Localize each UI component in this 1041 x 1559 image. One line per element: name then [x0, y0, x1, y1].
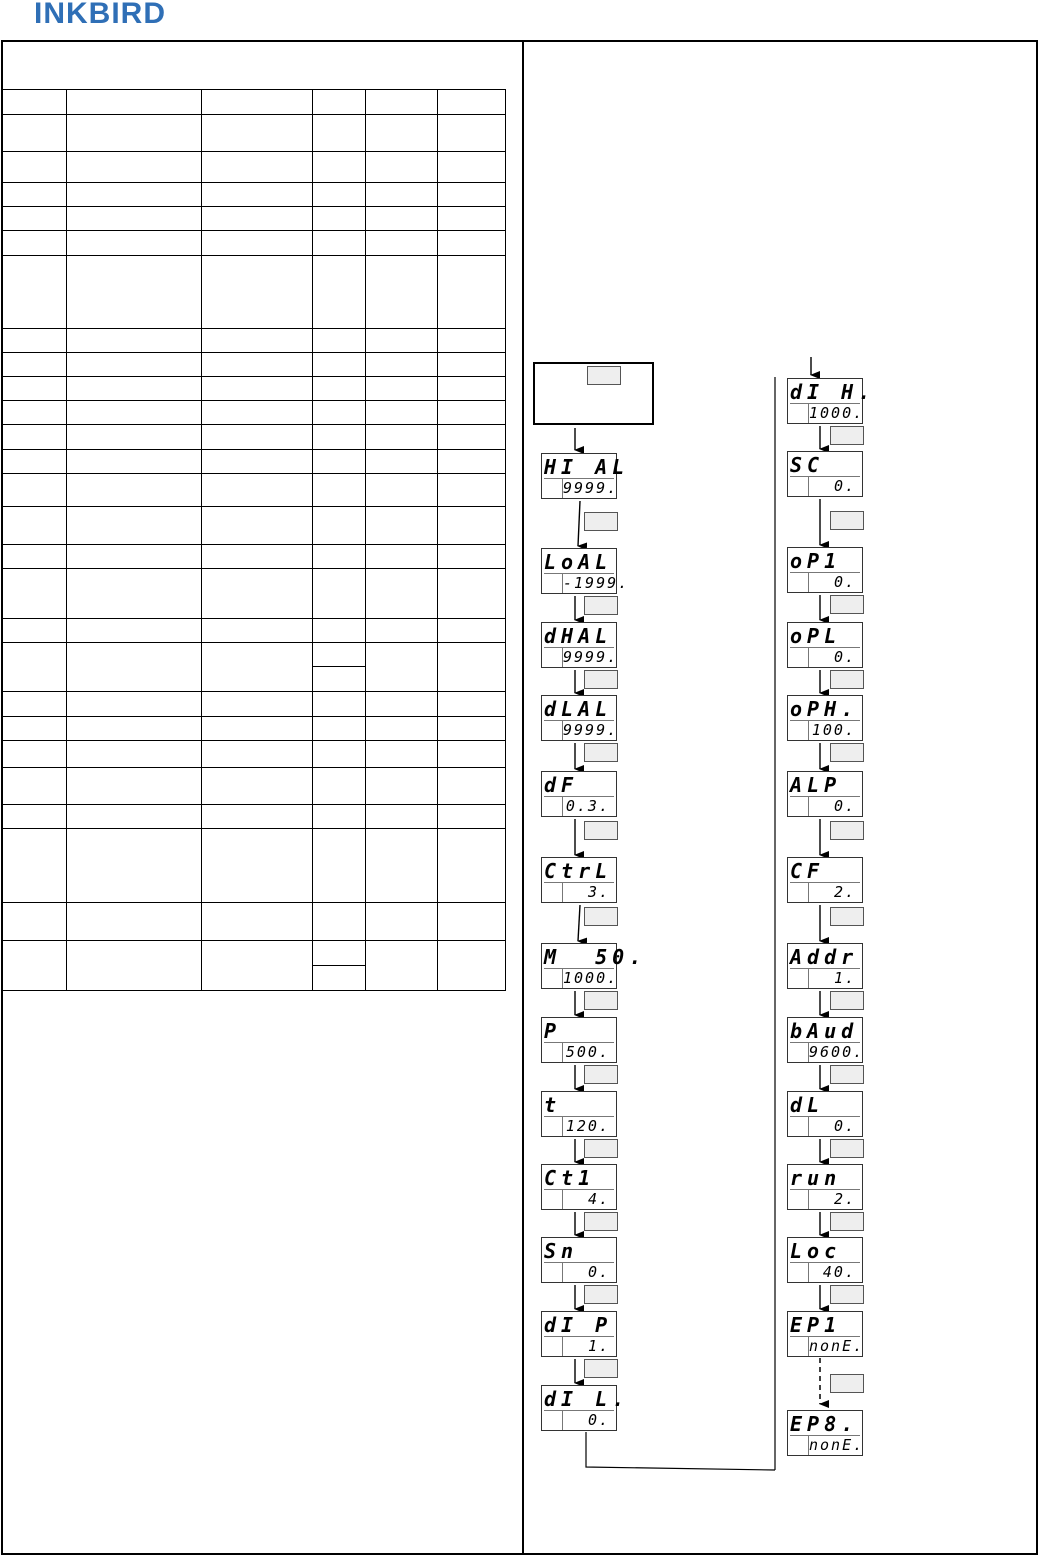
flow-arrow — [578, 501, 580, 546]
lcd-sv-text: 9999. — [563, 648, 619, 666]
lcd-sc — [787, 451, 863, 497]
lcd-opl — [787, 622, 863, 668]
lcd-sv-text: nonE. — [809, 1436, 865, 1454]
lcd-pv-text: SC — [790, 454, 860, 477]
lcd-pv-text: oP1 — [790, 550, 860, 573]
set-key-icon — [830, 1285, 864, 1304]
lcd-sv-text: 100. — [808, 720, 860, 740]
lcd-sv-text: 0. — [562, 1410, 614, 1430]
lcd-sn — [541, 1237, 617, 1283]
lcd-dip — [541, 1311, 617, 1357]
lcd-dl — [787, 1091, 863, 1137]
lcd-op1 — [787, 547, 863, 593]
lcd-sv-text: 3. — [562, 882, 614, 902]
lcd-sv-text: 1. — [562, 1336, 614, 1356]
lcd-pv-text: CtrL — [544, 859, 613, 883]
lcd-sv-text: 120. — [562, 1116, 614, 1136]
lcd-pv-text: Addr — [790, 945, 859, 969]
set-key-icon — [830, 907, 864, 926]
set-key-icon — [587, 366, 621, 385]
lcd-sv-text: 40. — [808, 1262, 860, 1282]
lcd-p — [541, 1017, 617, 1063]
lcd-pv-text: dI P — [544, 1313, 613, 1337]
lcd-sv-text: 500. — [562, 1042, 614, 1062]
set-key-icon — [584, 991, 618, 1010]
lcd-pv-text: ALP — [790, 774, 860, 797]
lcd-baud — [787, 1017, 863, 1063]
lcd-t — [541, 1091, 617, 1137]
lcd-loc — [787, 1237, 863, 1283]
return-connector — [586, 1432, 775, 1470]
lcd-loal — [541, 548, 630, 594]
lcd-pv-text: Loc — [790, 1240, 860, 1263]
lcd-sv-text: nonE. — [809, 1337, 865, 1355]
lcd-hial — [541, 453, 630, 499]
lcd-dil — [541, 1385, 630, 1431]
lcd-pv-text: oPH. — [790, 697, 859, 721]
lcd-pv-text: oPL — [790, 625, 860, 648]
set-key-icon — [584, 821, 618, 840]
set-key-icon — [584, 1139, 618, 1158]
lcd-sv-text: 1000. — [809, 404, 865, 422]
lcd-sv-text: 0. — [808, 647, 860, 667]
lcd-pv-text: HI AL — [544, 455, 630, 479]
set-key-icon — [584, 743, 618, 762]
lcd-sv-text: 0. — [808, 572, 860, 592]
set-key-icon — [830, 1065, 864, 1084]
lcd-dhal — [541, 622, 617, 668]
set-key-icon — [584, 670, 618, 689]
lcd-sv-text: 9600. — [809, 1043, 865, 1061]
lcd-run — [787, 1164, 863, 1210]
lcd-ep1 — [787, 1311, 863, 1357]
lcd-sv-text: 0. — [808, 476, 860, 496]
inkbird-logo: INKBIRD — [34, 0, 166, 30]
lcd-pv-text: EP1 — [790, 1314, 860, 1337]
lcd-ep8 — [787, 1410, 863, 1456]
lcd-pv-text: dHAL — [544, 624, 613, 648]
lcd-m50 — [541, 943, 647, 989]
lcd-ctrl — [541, 857, 617, 903]
set-key-icon — [830, 511, 864, 530]
lcd-ct1 — [541, 1164, 617, 1210]
set-key-icon — [830, 1139, 864, 1158]
lcd-addr — [787, 943, 863, 989]
lcd-sv-text: 0.3. — [562, 796, 614, 816]
set-key-icon — [830, 1212, 864, 1231]
lcd-pv-text: run — [790, 1167, 860, 1190]
set-key-icon — [830, 991, 864, 1010]
lcd-sv-text: 1000. — [563, 969, 619, 987]
lcd-pv-text: Ct1 — [544, 1167, 614, 1190]
lcd-pv-text: LoAL — [544, 550, 613, 574]
set-key-icon — [830, 670, 864, 689]
set-key-icon — [584, 1285, 618, 1304]
lcd-pv-text: dLAL — [544, 697, 613, 721]
set-key-icon — [830, 821, 864, 840]
lcd-pv-text: P — [544, 1020, 614, 1043]
lcd-pv-text: EP8. — [790, 1412, 859, 1436]
lcd-sv-text: 2. — [808, 882, 860, 902]
lcd-sv-text: 9999. — [563, 721, 619, 739]
lcd-sv-text: 1. — [808, 968, 860, 988]
lcd-cf — [787, 857, 863, 903]
lcd-sv-text: 9999. — [563, 479, 619, 497]
lcd-oph — [787, 695, 863, 741]
lcd-pv-text: CF — [790, 860, 860, 883]
lcd-pv-text: dI H. — [790, 380, 876, 404]
flow-arrow — [578, 905, 580, 941]
set-key-icon — [584, 1212, 618, 1231]
menu-entry-box — [533, 362, 654, 425]
set-key-icon — [584, 512, 618, 531]
lcd-sv-text: 0. — [808, 1116, 860, 1136]
lcd-pv-text: dI L. — [544, 1387, 630, 1411]
lcd-dih — [787, 378, 876, 424]
lcd-pv-text: M 50. — [544, 945, 647, 969]
lcd-pv-text: Sn — [544, 1240, 614, 1263]
set-key-icon — [584, 1065, 618, 1084]
set-key-icon — [830, 426, 864, 445]
lcd-sv-text: 2. — [808, 1189, 860, 1209]
set-key-icon — [830, 1374, 864, 1393]
lcd-sv-text: 0. — [562, 1262, 614, 1282]
set-key-icon — [584, 596, 618, 615]
set-key-icon — [584, 907, 618, 926]
lcd-pv-text: dL — [790, 1094, 860, 1117]
lcd-pv-text: bAud — [790, 1019, 859, 1043]
lcd-sv-text: 4. — [562, 1189, 614, 1209]
set-key-icon — [584, 1359, 618, 1378]
lcd-sv-text: 0. — [808, 796, 860, 816]
set-key-icon — [830, 743, 864, 762]
set-key-icon — [830, 595, 864, 614]
lcd-dlal — [541, 695, 617, 741]
lcd-sv-text: -1999. — [563, 574, 630, 592]
lcd-alp — [787, 771, 863, 817]
lcd-pv-text: t — [544, 1094, 614, 1117]
lcd-pv-text: dF — [544, 774, 614, 797]
lcd-df — [541, 771, 617, 817]
